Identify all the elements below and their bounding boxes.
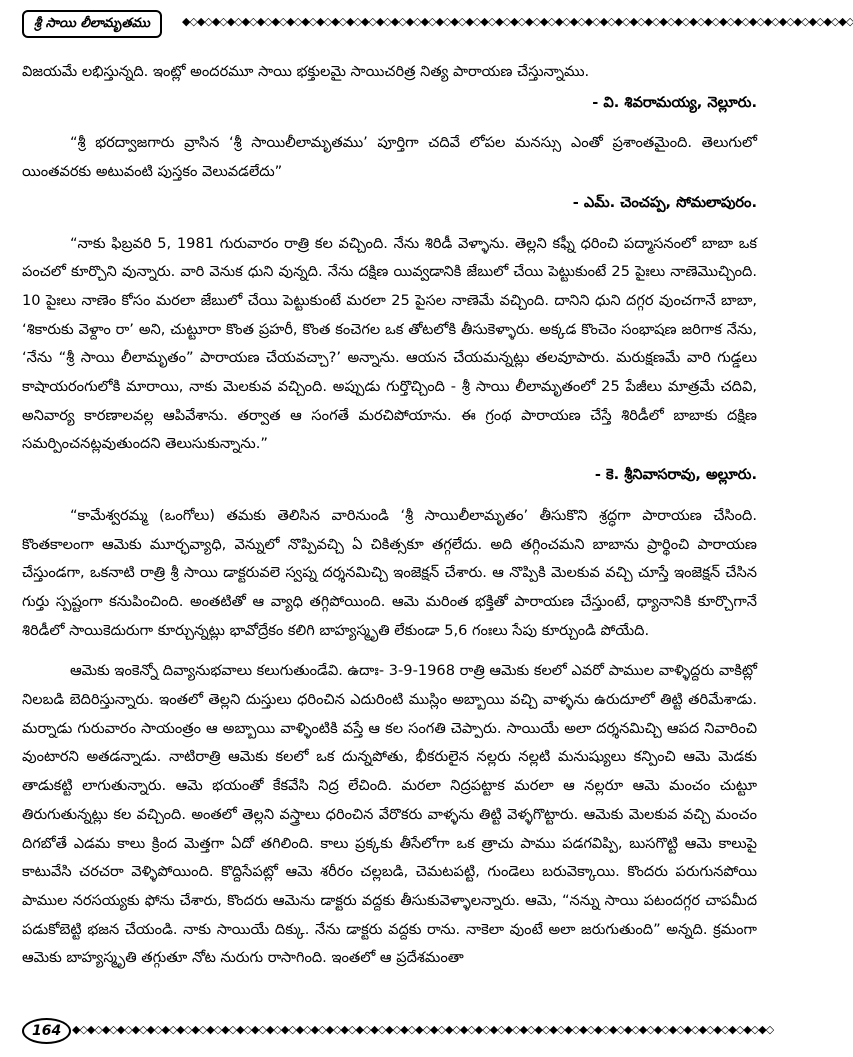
signature-3: - కె. శ్రీనివాసరావు, అల్లూరు. (594, 466, 757, 484)
page-header (22, 10, 853, 36)
footer-border-ornament: ◆◇◆◇◆◇◆◇◆◇◆◇◆◇◆◇◆◇◆◇◆◇◆◇◆◇◆◇◆◇◆◇◆◇◆◇◆◇◆◇◆◇◆◇◆◇◆◇◆◇◆◇◆◇◆◇◆◇◆◇◆◇◆◇◆◇◆◇◆◇◆◇◆◇◆◇◆◇◆◇◆◇◆◇◆◇◆◇◆◇◆◇◆◇ (72, 1023, 774, 1036)
header-border-ornament: ◆◇◆◇◆◇◆◇◆◇◆◇◆◇◆◇◆◇◆◇◆◇◆◇◆◇◆◇◆◇◆◇◆◇◆◇◆◇◆◇◆◇◆◇◆◇◆◇◆◇◆◇◆◇◆◇◆◇◆◇◆◇◆◇◆◇◆◇◆◇◆◇◆◇◆◇◆◇◆◇◆◇◆◇◆◇◆◇◆◇ (182, 15, 853, 28)
running-title: శ్రీ సాయి లీలామృతము (22, 10, 162, 38)
paragraph-2: “శ్రీ భరద్వాజగారు వ్రాసిన ‘శ్రీ సాయిలీలామృతము’ పూర్తిగా చదివే లోపల మనస్సు ఎంతో ప్రశాంతమైంది. తెలుగులో యింతవరకు అటువంటి పుస్తకం వెలువడలేదు” (22, 134, 757, 181)
signature-1: - వి. శివరామయ్య, నెల్లూరు. (592, 93, 757, 111)
page-footer (22, 1018, 774, 1044)
paragraph-3: “నాకు ఫిబ్రవరి 5, 1981 గురువారం రాత్రి కల వచ్చింది. నేను శిరిడీ వెళ్ళాను. తెల్లని కఫ్నీ ధరించి పద్మాసనంలో బాబా ఒక పంచలో కూర్చొని వున్నారు. వారి వెనుక ధుని వున్నది. నేను దక్షిణ యివ్వడానికి జేబులో చేయి పెట్టుకుంటే 25 పైఃలు నాణెమొచ్చింది. 10 పైఃలు నాణెం కోసం మరలా జేబులో చేయి పెట్టుకుంటే మరలా 25 పైసల నాణెమే వచ్చింది. దానిని ధుని దగ్గర వుంచగానే బాబా, ‘శికారుకు వెళ్దాం రా’ అని, చుట్టూరా కొంత ప్రహరీ, కొంత కంచెగల ఒక తోటలోకి తీసుకెళ్ళారు. అక్కడ కొంచెం సంభాషణ జరిగాక నేను, ‘నేను “శ్రీ సాయి లీలామృతం” పారాయణ చేయవచ్చా?’ అన్నాను. ఆయన చేయమన్నట్లు తలవూపారు. మరుక్షణమే వారి గుడ్డలు కాషాయరంగులోకి మారాయి, నాకు మెలకువ వచ్చింది. అప్పుడు గుర్తొచ్చింది - శ్రీ సాయి లీలామృతంలో 25 పేజీలు మాత్రమే చదివి, అనివార్య కారణాలవల్ల ఆపివేశాను. తర్వాత ఆ సంగతే మరచిపోయాను. ఈ గ్రంథ పారాయణ చేస్తే శిరిడీలో బాబాకు దక్షిణ సమర్పించనట్లవుతుందని తెలుసుకున్నాను.” (22, 234, 757, 453)
page-number: 164 (22, 1018, 71, 1044)
paragraph-4: “కామేశ్వరమ్మ (ఒంగోలు) తమకు తెలిసిన వారినుండి ‘శ్రీ సాయిలీలామృతం’ తీసుకొని శ్రద్ధగా పారాయణ చేసింది. కొంతకాలంగా ఆమెకు మూర్ఛవ్యాధి, వెన్నులో నొప్పివచ్చి ఏ చికిత్సకూ తగ్గలేదు. అది తగ్గించమని బాబాను ప్రార్థించి పారాయణ చేస్తుండగా, ఒకనాటి రాత్రి శ్రీ సాయి డాక్టరువలె స్వప్న దర్శనమిచ్చి ఇంజెక్షన్ చేశారు. ఆ నొప్పికి మెలకువ వచ్చి చూస్తే ఇంజెక్షన్ చేసిన గుర్తు స్పష్టంగా కనుపించింది. అంతటితో ఆ వ్యాధి తగ్గిపోయింది. ఆమె మరింత భక్తితో పారాయణ చేస్తుంటే, ధ్యానానికి కూర్చొగానే శిరిడీలో సాయికెదురుగా కూర్చున్నట్లు భావోద్రేకం కలిగి బాహ్యస్మృతి లేకుండా 5,6 గంఃలు సేపు కూర్చుండి పోయేది. (22, 506, 757, 639)
paragraph-1: విజయమే లభిస్తున్నది. ఇంట్లో అందరమూ సాయి భక్తులమై సాయిచరిత్ర నిత్య పారాయణ చేస్తున్నాము. (22, 63, 590, 80)
paragraph-5: ఆమెకు ఇంకెన్నో దివ్యానుభవాలు కలుగుతుండేవి. ఉదాః- 3-9-1968 రాత్రి ఆమెకు కలలో ఎవరో పాముల వాళ్ళిద్దరు వాకిట్లో నిలబడి బెదిరిస్తున్నారు. ఇంతలో తెల్లని దుస్తులు ధరించిన ఎదురింటి ముస్లిం అబ్బాయి వచ్చి వాళ్ళను ఉరుదూలో తిట్టి తరిమేశాడు. మర్నాడు గురువారం సాయంత్రం ఆ అబ్బాయి వాళ్ళింటికి వస్తే ఆ కల సంగతి చెప్పారు. సాయియే అలా దర్శనమిచ్చి ఆపద నివారించి వుంటారని అతడన్నాడు. నాటిరాత్రి ఆమెకు కలలో ఒక దున్నపోతు, భీకరులైన నల్లరు నల్లటి మనుష్యులు కన్పించి ఆమె మెడకు తాడుకట్టి లాగుతున్నారు. ఆమె భయంతో కేకవేసి నిద్ర లేచింది. మరలా నిద్రపట్టాక మరలా ఆ నల్లరూ ఆమె మంచం చుట్టూ తిరుగుతున్నట్లు కల వచ్చింది. అంతలో తెల్లని వస్త్రాలు ధరించిన వేరొకరు వాళ్ళను తిట్టి వెళ్ళగొట్టారు. ఆమెకు మెలకువ వచ్చి మంచం దిగబోతే ఎడమ కాలు క్రింద మెత్తగా ఏదో తగిలింది. కాలు ప్రక్కకు తీసేలోగా ఒక త్రాచు పాము పడగవిప్పి, బుసగొట్టి ఆమె కాలుపై కాటువేసి చరచరా వెళ్ళిపోయింది. కొద్దిసేపట్లో ఆమె శరీరం చల్లబడి, చెమటపట్టి, గుండెలు బరువెక్కాయి. కొందరు పరుగునపోయి పాముల నరసయ్యకు ఫోను చేశారు, కొందరు ఆమెను డాక్టరు వద్దకు తీసుకువెళ్ళాలన్నారు. ఆమె, “నన్ను సాయి పటందగ్గర చాపమీద పడుకోబెట్టి భజన చేయండి. నాకు సాయియే దిక్కు. నేను డాక్టరు వద్దకు రాను. నాకెలా వుంటే అలా జరుగుతుంది” అన్నది. క్రమంగా ఆమెకు బాహ్యస్మృతి తగ్గుతూ నోట నురుగు రాసాగింది. ఇంతలో ఆ ప్రదేశమంతా (22, 662, 757, 967)
signature-2: - ఎమ్. చెంచప్ప, సోమలాపురం. (572, 193, 757, 211)
page-body (22, 58, 757, 1008)
